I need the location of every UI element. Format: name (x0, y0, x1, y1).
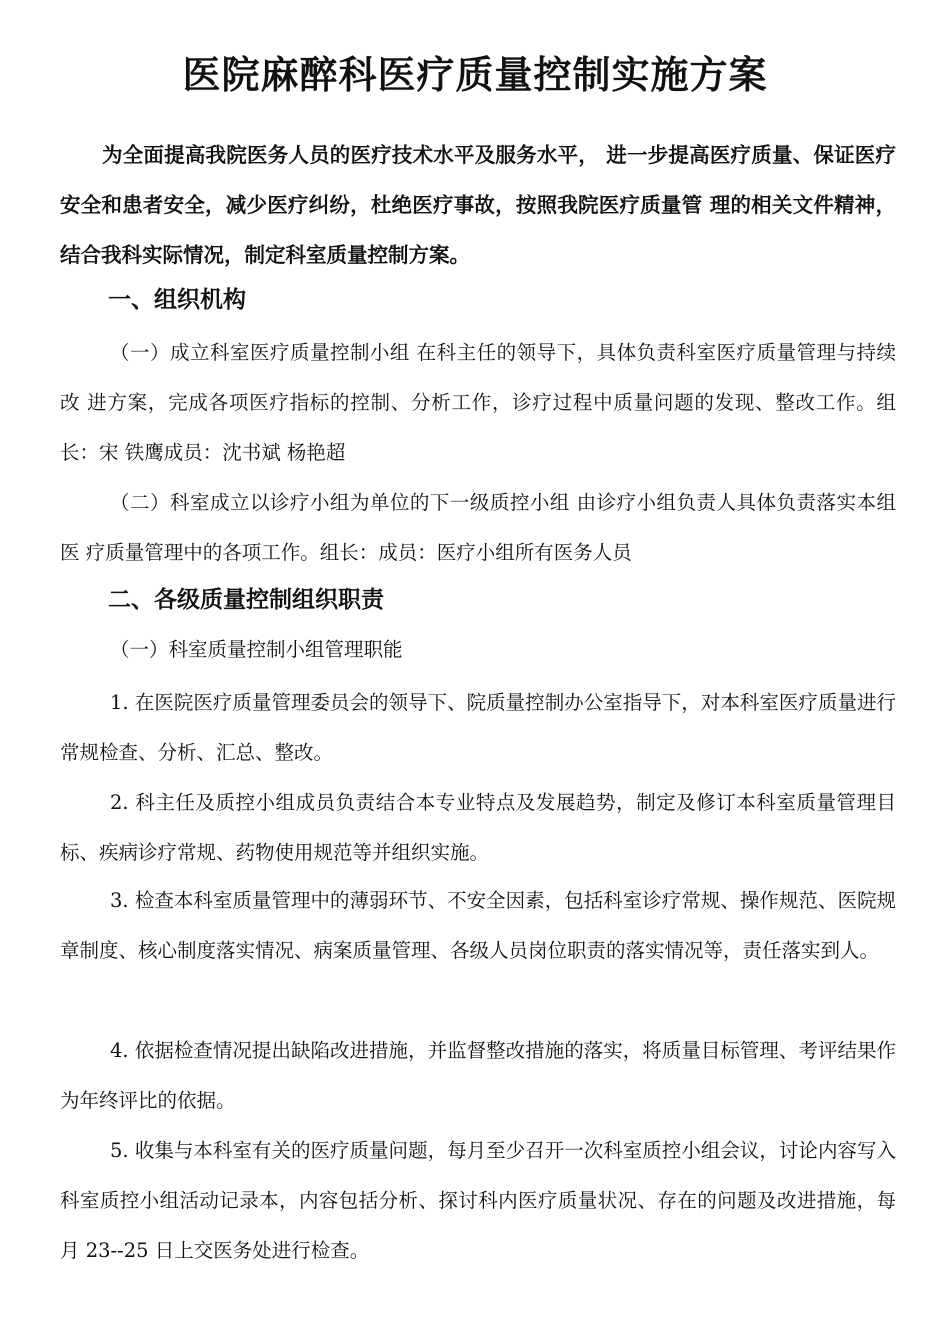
org-item-1: （一）成立科室医疗质量控制小组 在科主任的领导下，具体负责科室医疗质量管理与持续改 进方案，完成各项医疗指标的控制、分析工作，诊疗过程中质量问题的发现、整改工作。组长：宋 铁鹰成员：沈书斌 杨艳超 (60, 341, 896, 464)
duty-item-4: 4. 依据检查情况提出缺陷改进措施，并监督整改措施的落实，将质量目标管理、考评结果作 为年终评比的依据。 (60, 1039, 896, 1112)
section-heading-duties: 二、各级质量控制组织职责 (108, 587, 384, 613)
duty-item-2: 2. 科主任及质控小组成员负责结合本专业特点及发展趋势，制定及修订本科室质量管理目 标、疾病诊疗常规、药物使用规范等并组织实施。 (60, 791, 896, 864)
duty-item-3: 3. 检查本科室质量管理中的薄弱环节、不安全因素，包括科室诊疗常规、操作规范、医院规 章制度、核心制度落实情况、病案质量管理、各级人员岗位职责的落实情况等，责任落实到人。 (60, 889, 896, 962)
org-item-2: （二）科室成立以诊疗小组为单位的下一级质控小组 由诊疗小组负责人具体负责落实本组医 疗质量管理中的各项工作。组长：成员：医疗小组所有医务人员 (60, 491, 896, 564)
duties-subheading: （一）科室质量控制小组管理职能 (110, 638, 403, 661)
duty-item-5: 5. 收集与本科室有关的医疗质量问题，每月至少召开一次科室质控小组会议，讨论内容写入 科室质控小组活动记录本，内容包括分析、探讨科内医疗质量状况、存在的问题及改进措施，每月 23--25 日上交医务处进行检查。 (60, 1139, 896, 1262)
intro-paragraph: 为全面提高我院医务人员的医疗技术水平及服务水平， 进一步提高医疗质量、保证医疗安全和患者安全，减少医疗纠纷，杜绝医疗事故，按照我院医疗质量管 理的相关文件精神，结合我科实际情况，制定科室质量控制方案。 (60, 143, 896, 267)
duty-item-1: 1. 在医院医疗质量管理委员会的领导下、院质量控制办公室指导下，对本科室医疗质量进行 常规检查、分析、汇总、整改。 (60, 691, 896, 764)
document-title: 医院麻醉科医疗质量控制实施方案 (182, 52, 768, 97)
section-heading-organization: 一、组织机构 (108, 287, 246, 313)
